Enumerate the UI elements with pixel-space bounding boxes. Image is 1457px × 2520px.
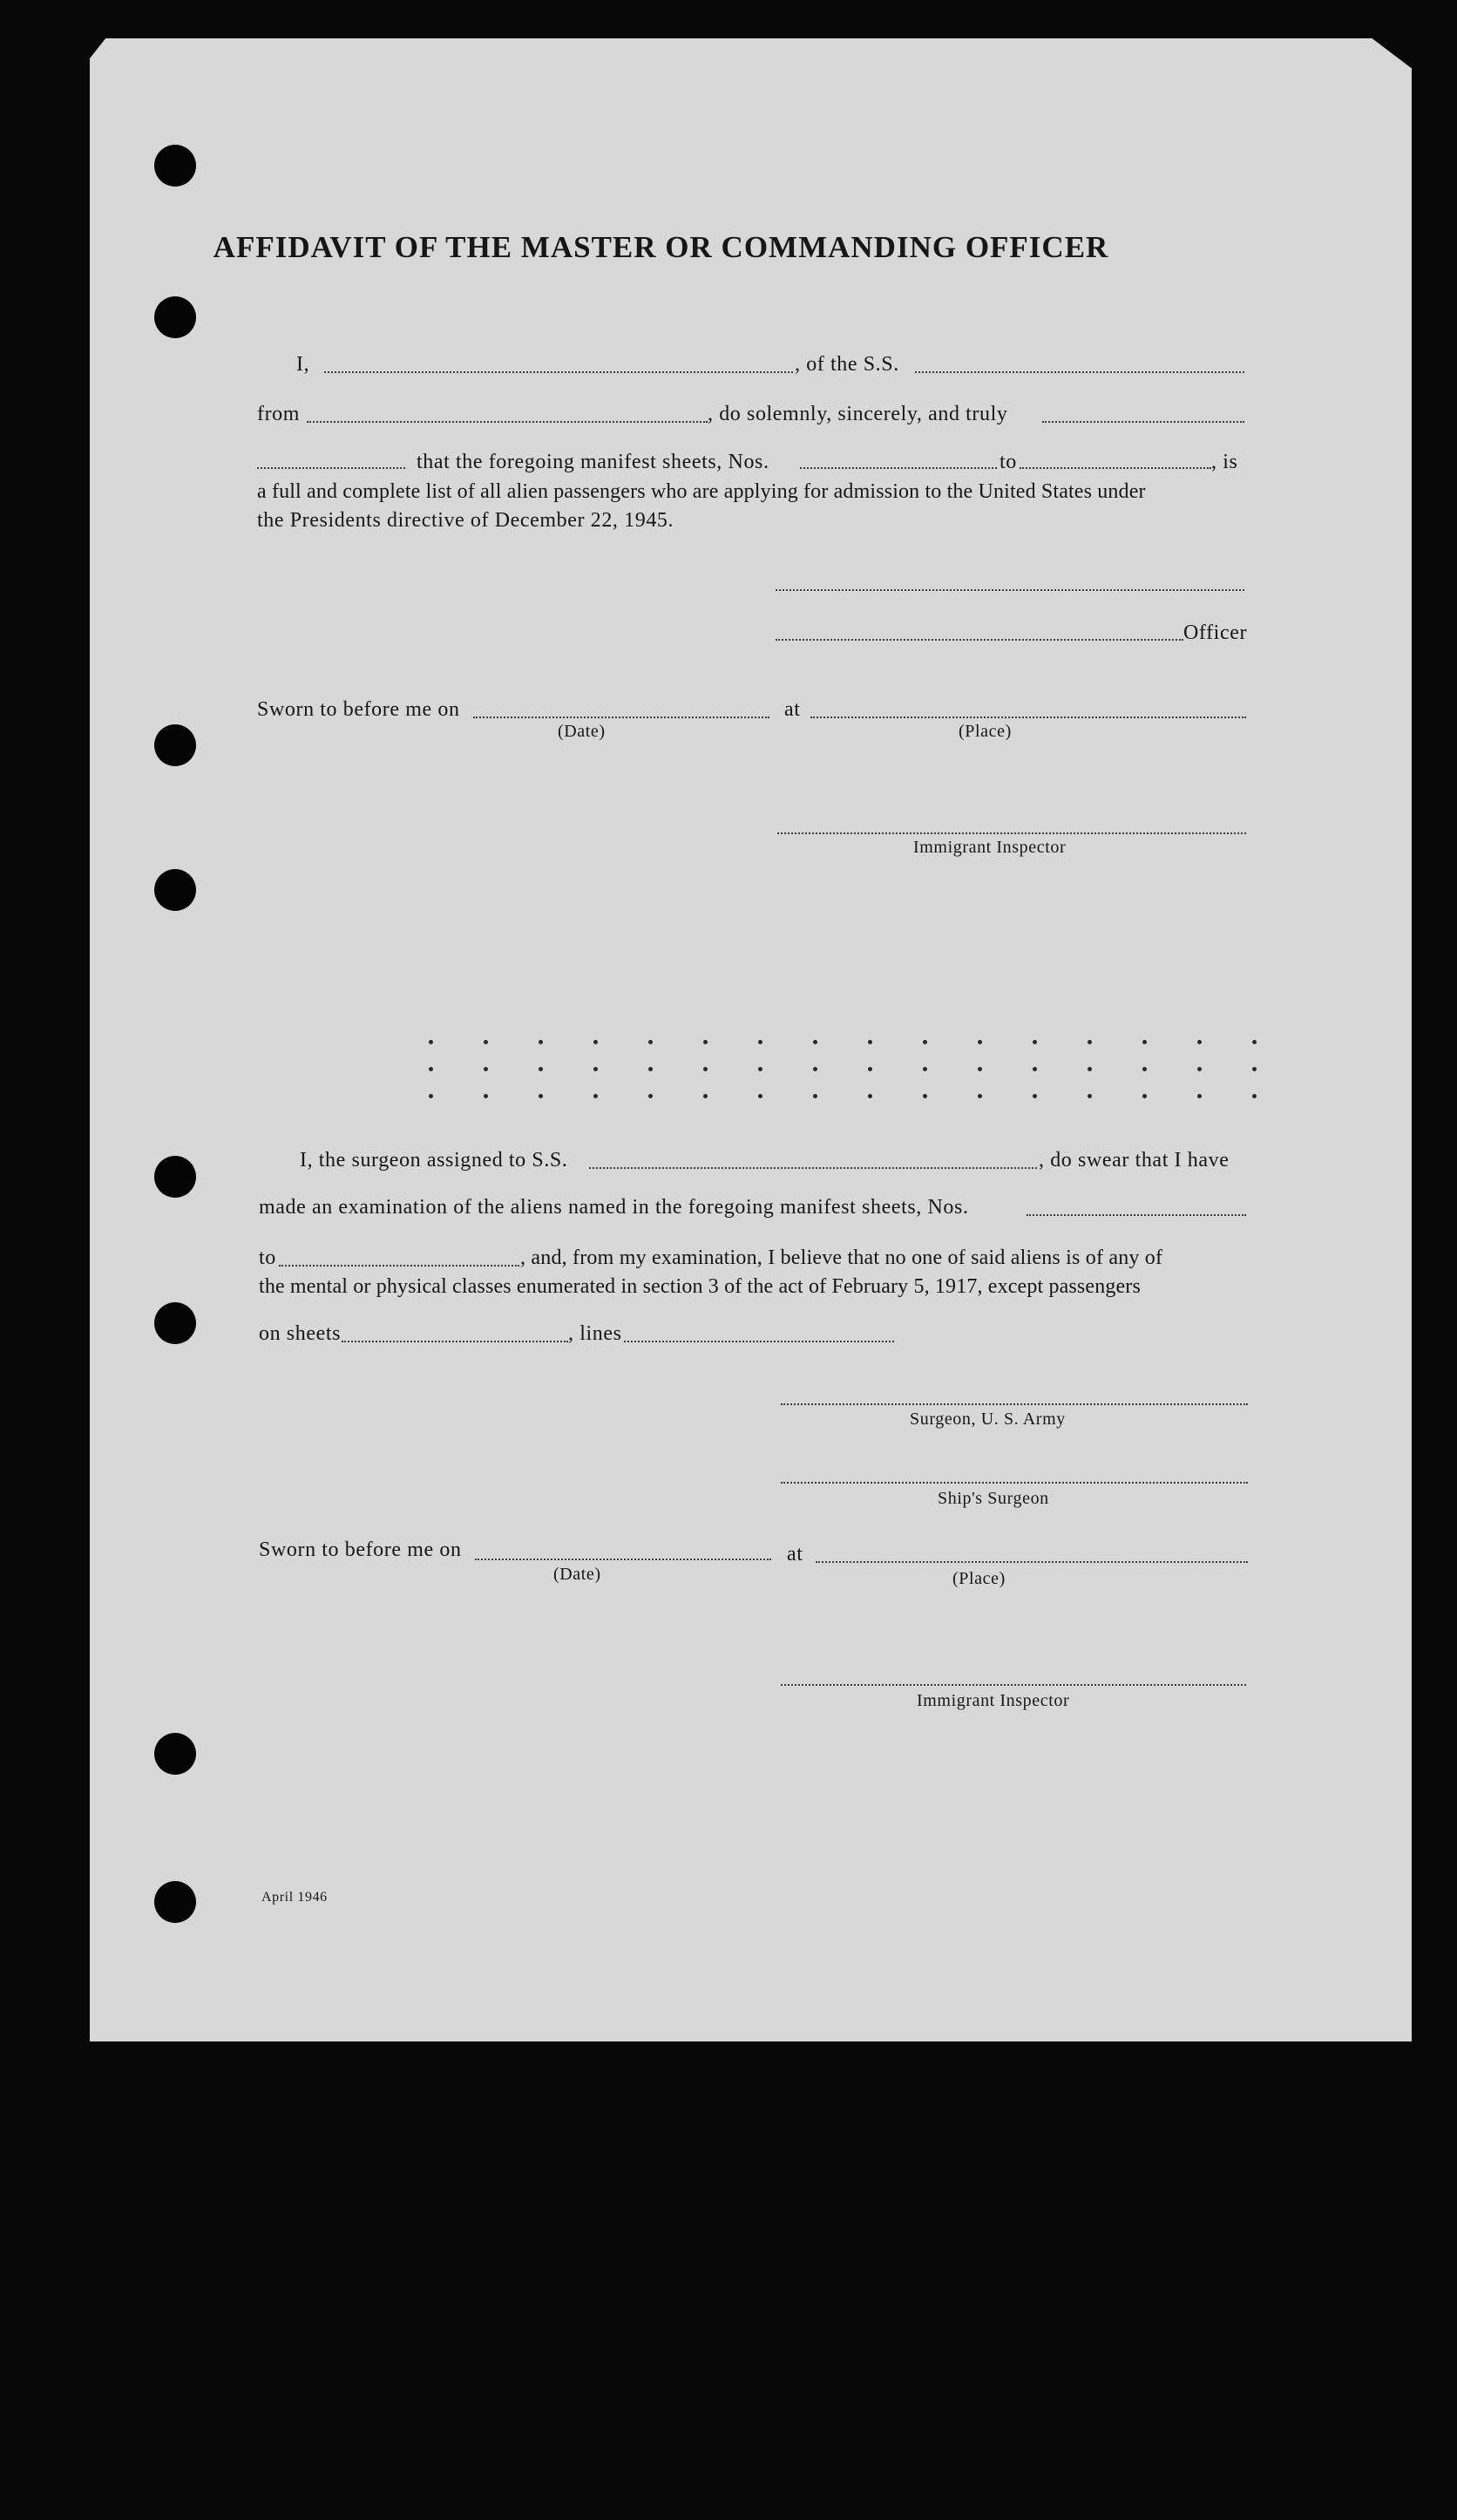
master-foregoing-label: that the foregoing manifest sheets, Nos. bbox=[417, 451, 769, 473]
surgeon-place-caption: (Place) bbox=[952, 1569, 1006, 1588]
surgeon-exam-line: made an examination of the aliens named in the foregoing manifest sheets, Nos. bbox=[259, 1196, 969, 1219]
separator-dot bbox=[1088, 1094, 1092, 1098]
separator-dot bbox=[813, 1040, 817, 1044]
separator-dot bbox=[593, 1094, 598, 1098]
separator-dot bbox=[1252, 1067, 1257, 1071]
inspector-caption: Immigrant Inspector bbox=[913, 838, 1067, 857]
separator-dot bbox=[648, 1094, 653, 1098]
separator-dot bbox=[703, 1040, 708, 1044]
separator-dot bbox=[1142, 1067, 1147, 1071]
separator-dot bbox=[813, 1094, 817, 1098]
master-to-label: to bbox=[1000, 451, 1017, 473]
separator-dot bbox=[1197, 1040, 1202, 1044]
separator-dot bbox=[429, 1094, 433, 1098]
separator-dot bbox=[539, 1067, 543, 1071]
master-of-ss-label: , of the S.S. bbox=[795, 353, 899, 376]
surgeon-sheets-label: on sheets bbox=[259, 1322, 342, 1345]
separator-dot bbox=[1033, 1067, 1037, 1071]
form-date: April 1946 bbox=[261, 1890, 328, 1905]
surgeon-date-caption: (Date) bbox=[553, 1565, 601, 1584]
separator-dot bbox=[758, 1094, 762, 1098]
date-caption: (Date) bbox=[558, 722, 606, 741]
officer-signature-line[interactable] bbox=[776, 639, 1183, 641]
punch-hole bbox=[154, 724, 196, 766]
separator-dot bbox=[1088, 1040, 1092, 1044]
separator-dot bbox=[923, 1040, 927, 1044]
surgeon-classes-line: the mental or physical classes enumerated in section 3 of the act of February 5, 1917, except passengers bbox=[259, 1275, 1141, 1298]
officer-signature-line[interactable] bbox=[776, 589, 1244, 591]
master-truly-field[interactable] bbox=[1042, 421, 1244, 423]
ship-surgeon-caption: Ship's Surgeon bbox=[938, 1489, 1049, 1508]
separator-dot bbox=[1142, 1094, 1147, 1098]
surgeon-ship-field[interactable] bbox=[589, 1167, 1037, 1169]
document-page bbox=[90, 38, 1412, 2041]
separator-dot bbox=[978, 1040, 982, 1044]
surgeon-line-b: , do swear that I have bbox=[1039, 1149, 1230, 1172]
punch-hole bbox=[154, 1302, 196, 1344]
separator-dot bbox=[1197, 1094, 1202, 1098]
separator-dot bbox=[868, 1040, 872, 1044]
surgeon-sworn-label: Sworn to before me on bbox=[259, 1538, 462, 1561]
separator-dot bbox=[539, 1040, 543, 1044]
separator-dot bbox=[868, 1067, 872, 1071]
separator-dot bbox=[1088, 1067, 1092, 1071]
punch-hole bbox=[154, 296, 196, 338]
master-nos-to-field[interactable] bbox=[1020, 467, 1211, 469]
surgeon-at-label: at bbox=[787, 1543, 803, 1566]
surgeon-lines-label: , lines bbox=[568, 1322, 622, 1345]
master-is-label: , is bbox=[1211, 451, 1238, 473]
punch-hole bbox=[154, 1881, 196, 1923]
separator-dot bbox=[758, 1067, 762, 1071]
surgeon-to-field[interactable] bbox=[279, 1265, 519, 1267]
separator-dot bbox=[484, 1094, 488, 1098]
separator-dot bbox=[1033, 1094, 1037, 1098]
separator-dot bbox=[923, 1067, 927, 1071]
surgeon-sworn-date-field[interactable] bbox=[475, 1559, 771, 1560]
separator-dot bbox=[758, 1040, 762, 1044]
surgeon-sheets-field[interactable] bbox=[342, 1341, 568, 1342]
separator-dot bbox=[429, 1067, 433, 1071]
separator-dot bbox=[593, 1067, 598, 1071]
army-surgeon-caption: Surgeon, U. S. Army bbox=[910, 1409, 1066, 1429]
inspector-signature-line[interactable] bbox=[777, 832, 1246, 834]
surgeon-sworn-place-field[interactable] bbox=[816, 1561, 1248, 1563]
separator-dot bbox=[429, 1040, 433, 1044]
separator-dot bbox=[1252, 1094, 1257, 1098]
master-ship-field[interactable] bbox=[915, 371, 1244, 373]
master-from-label: from bbox=[257, 403, 301, 425]
officer-label: Officer bbox=[1183, 622, 1248, 644]
separator-dot bbox=[868, 1094, 872, 1098]
surgeon-belief-line: , and, from my examination, I believe that no one of said aliens is of any of bbox=[520, 1246, 1163, 1269]
master-from-field[interactable] bbox=[307, 421, 708, 423]
separator-dot bbox=[648, 1067, 653, 1071]
army-surgeon-signature-line[interactable] bbox=[781, 1403, 1248, 1405]
surgeon-lines-field[interactable] bbox=[624, 1341, 894, 1342]
separator-dot bbox=[593, 1040, 598, 1044]
surgeon-inspector-signature-line[interactable] bbox=[781, 1684, 1246, 1686]
separator-dot bbox=[703, 1094, 708, 1098]
surgeon-line-a: I, the surgeon assigned to S.S. bbox=[300, 1149, 568, 1172]
surgeon-inspector-caption: Immigrant Inspector bbox=[917, 1691, 1070, 1710]
separator-dot bbox=[1252, 1040, 1257, 1044]
master-i-label: I, bbox=[296, 353, 310, 376]
at-label: at bbox=[784, 698, 801, 721]
punch-hole bbox=[154, 869, 196, 911]
master-statement-line: the Presidents directive of December 22, 1945. bbox=[257, 509, 674, 532]
separator-dot bbox=[1197, 1067, 1202, 1071]
separator-dot bbox=[978, 1067, 982, 1071]
sworn-date-field[interactable] bbox=[473, 717, 769, 718]
separator-dot bbox=[813, 1067, 817, 1071]
surgeon-nos-field[interactable] bbox=[1027, 1214, 1246, 1216]
sworn-label: Sworn to before me on bbox=[257, 698, 460, 721]
separator-dot bbox=[978, 1094, 982, 1098]
document-title: AFFIDAVIT OF THE MASTER OR COMMANDING OFFICER bbox=[213, 230, 1109, 264]
master-statement-field[interactable] bbox=[257, 467, 405, 469]
punch-hole bbox=[154, 1733, 196, 1775]
surgeon-to-label: to bbox=[259, 1246, 276, 1269]
separator-dot bbox=[539, 1094, 543, 1098]
separator-dot bbox=[484, 1040, 488, 1044]
separator-dot bbox=[484, 1067, 488, 1071]
separator-dot bbox=[1033, 1040, 1037, 1044]
master-name-field[interactable] bbox=[324, 371, 793, 373]
separator-dot bbox=[923, 1094, 927, 1098]
punch-hole bbox=[154, 1156, 196, 1198]
ship-surgeon-signature-line[interactable] bbox=[781, 1482, 1248, 1484]
master-statement-line: a full and complete list of all alien passengers who are applying for admission to the United States under bbox=[257, 480, 1146, 503]
master-nos-from-field[interactable] bbox=[800, 467, 997, 469]
separator-dot bbox=[1142, 1040, 1147, 1044]
separator-dot bbox=[648, 1040, 653, 1044]
sworn-place-field[interactable] bbox=[810, 717, 1246, 718]
punch-hole bbox=[154, 145, 196, 187]
master-solemnly-label: , do solemnly, sincerely, and truly bbox=[708, 403, 1008, 425]
place-caption: (Place) bbox=[959, 722, 1012, 741]
separator-dot bbox=[703, 1067, 708, 1071]
